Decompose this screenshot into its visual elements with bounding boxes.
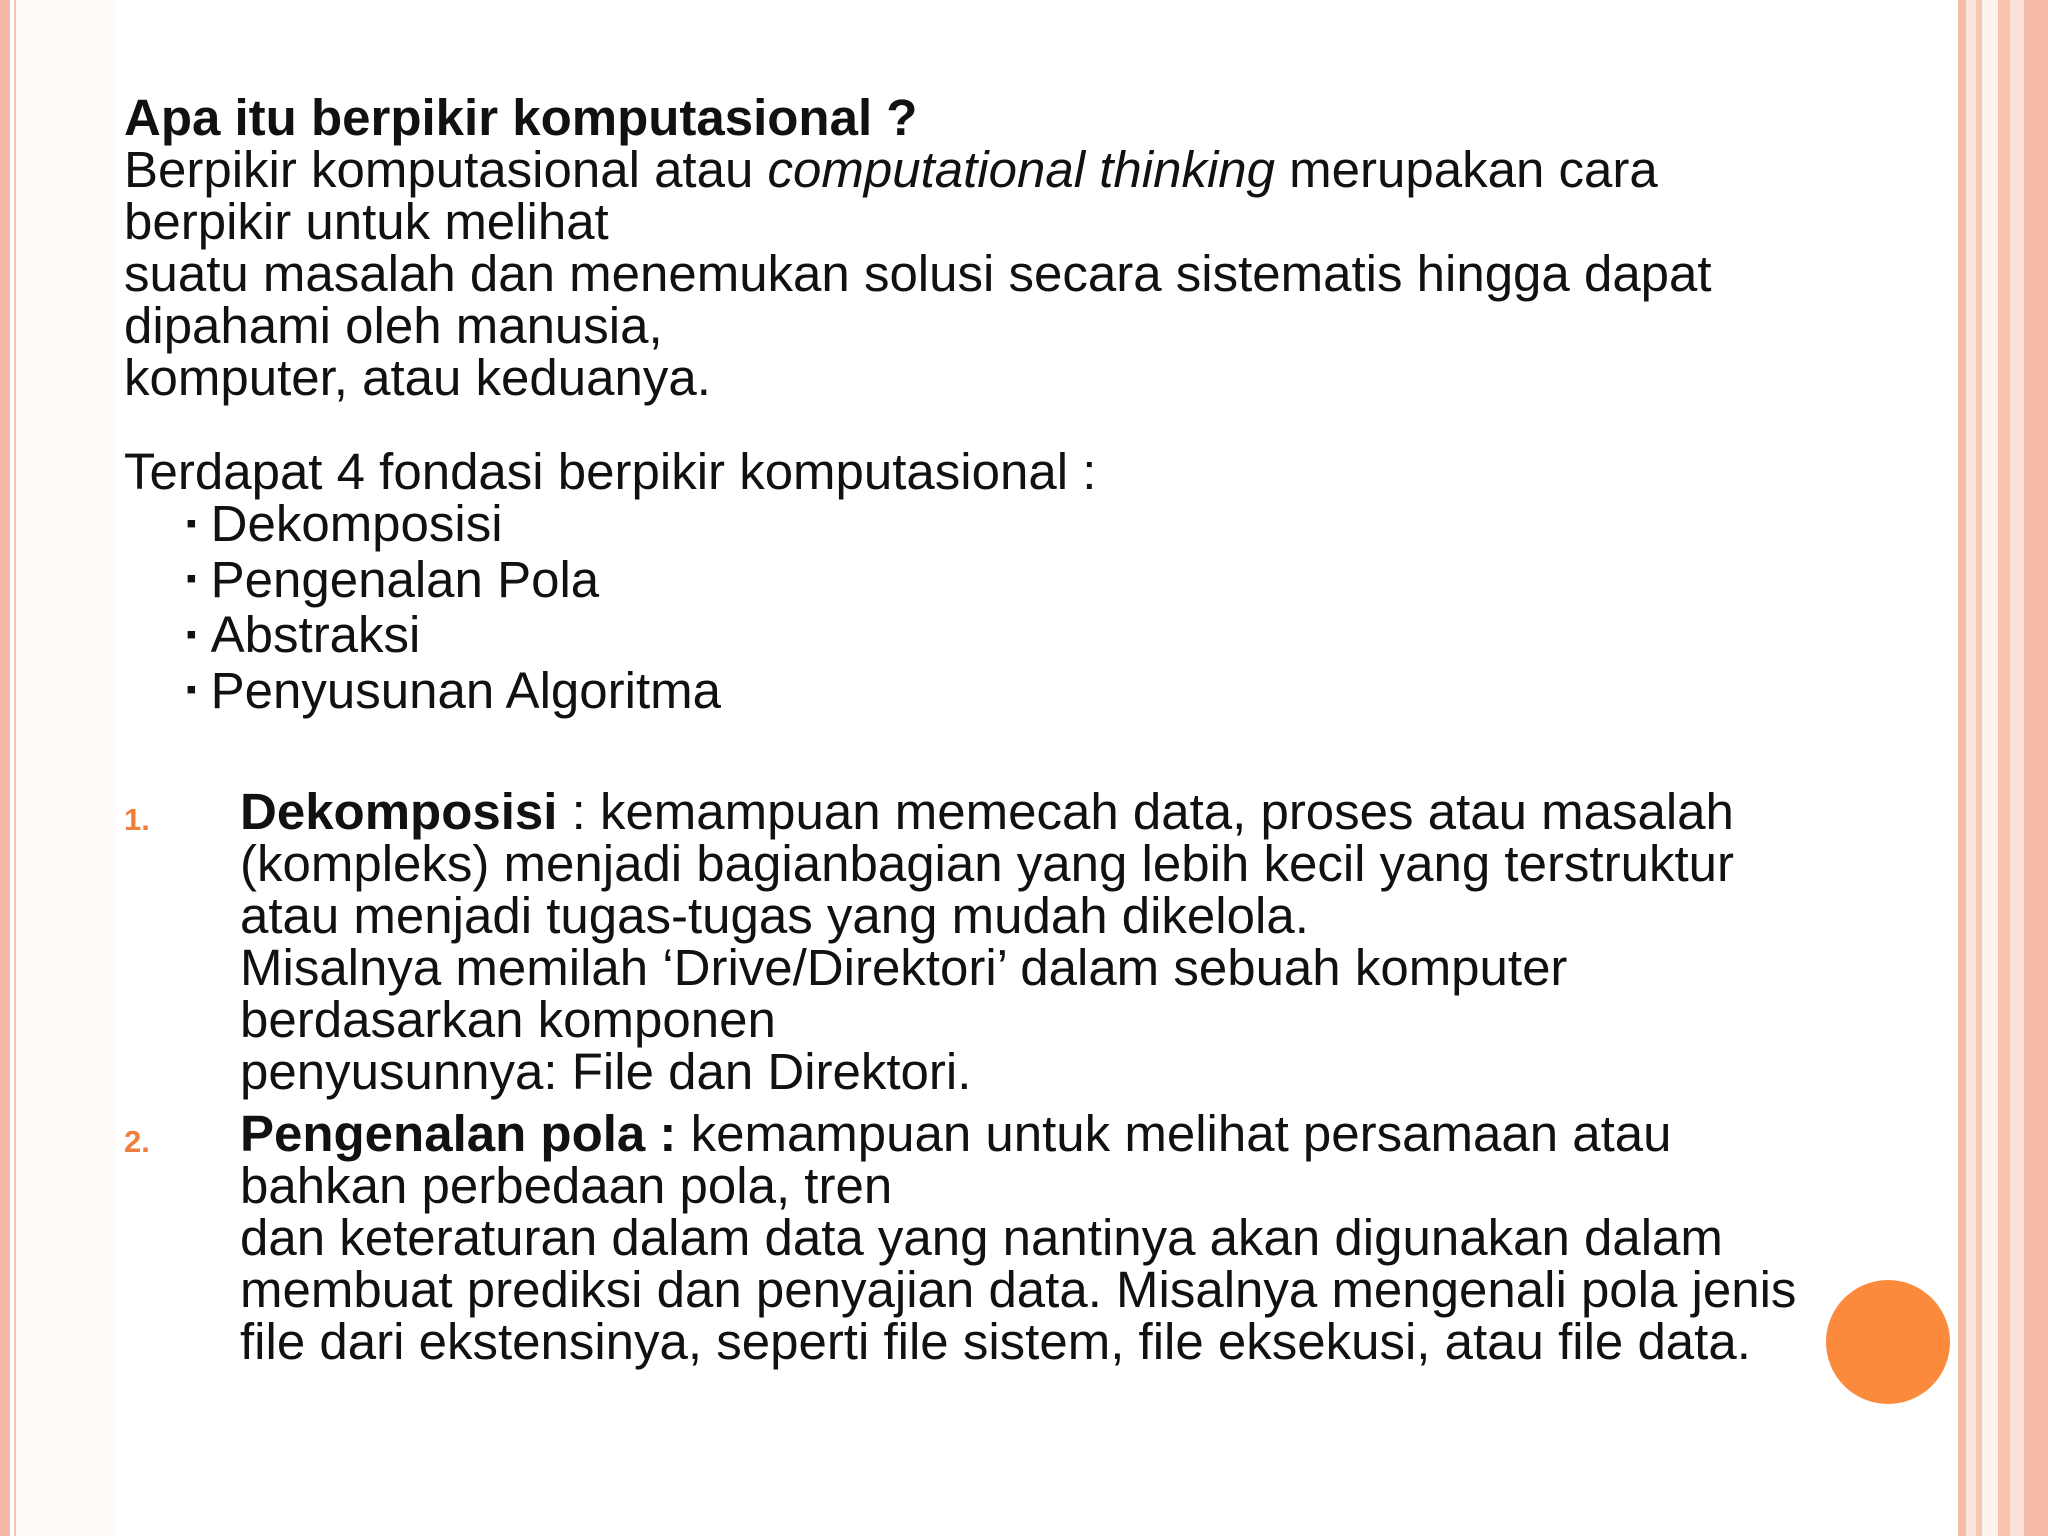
slide-heading: Apa itu berpikir komputasional ?: [124, 89, 918, 146]
list-item: [186, 495, 1944, 554]
bullet-icon: ▪: [186, 562, 197, 596]
numbered-item-line: dan keteraturan dalam data yang nantinya akan digunakan dalam: [240, 1209, 1723, 1267]
numbered-item-line: atau menjadi tugas-tugas yang mudah dikelola.: [240, 887, 1309, 945]
numbered-item-decomposition: [124, 783, 1944, 1101]
numbered-item-line: membuat prediksi dan penyajian data. Misalnya mengenali pola jenis: [240, 1261, 1797, 1319]
right-border-stripe: [2010, 0, 2024, 1536]
foundations-title: Terdapat 4 fondasi berpikir komputasional :: [124, 443, 1097, 500]
right-border-stripe: [1966, 0, 1976, 1536]
numbered-item-text: kemampuan untuk melihat persamaan atau: [676, 1105, 1672, 1163]
list-item: [186, 550, 1944, 610]
numbered-item-text: : kemampuan memecah data, proses atau masalah: [557, 783, 1734, 841]
slide-content: [124, 89, 1944, 1371]
numbered-item-line: berdasarkan komponen: [240, 991, 776, 1049]
intro-text: merupakan cara: [1275, 141, 1658, 198]
intro-line-2: berpikir untuk melihat: [124, 193, 609, 250]
list-item-label: Pengenalan Pola: [210, 550, 600, 608]
number-marker: 1.: [124, 802, 150, 838]
list-item-label: Abstraksi: [210, 606, 421, 664]
intro-text: Berpikir komputasional atau: [124, 141, 768, 198]
right-border-stripe: [1998, 0, 2010, 1536]
orange-circle-decoration: [1826, 1280, 1950, 1404]
intro-italic-term: computational thinking: [767, 141, 1276, 198]
left-margin-fill: [16, 0, 116, 1536]
left-border: [0, 0, 10, 1536]
numbered-item-term: Pengenalan pola :: [240, 1105, 677, 1163]
list-item: [186, 661, 1944, 721]
intro-line-5: komputer, atau keduanya.: [124, 349, 711, 406]
numbered-item-term: Dekomposisi: [240, 783, 558, 841]
numbered-item-line: Misalnya memilah ‘Drive/Direktori’ dalam sebuah komputer: [240, 939, 1568, 997]
intro-line-3: suatu masalah dan menemukan solusi secara sistematis hingga dapat: [124, 245, 1712, 302]
right-border-stripe: [2024, 0, 2048, 1536]
numbered-item-line: file dari ekstensinya, seperti file sistem, file eksekusi, atau file data.: [240, 1313, 1751, 1371]
numbered-item-line: penyusunnya: File dan Direktori.: [240, 1043, 972, 1101]
numbered-item-line: bahkan perbedaan pola, tren: [240, 1157, 893, 1215]
numbered-item-pattern-recognition: [124, 1105, 1944, 1371]
number-marker: 2.: [124, 1124, 150, 1160]
foundations-list: [124, 495, 1944, 720]
bullet-icon: ▪: [186, 673, 197, 707]
list-item: [186, 606, 1944, 665]
right-border-stripe: [1958, 0, 1966, 1536]
bullet-icon: ▪: [186, 617, 197, 651]
numbered-item-line: [240, 1105, 1944, 1163]
list-item-label: Penyusunan Algoritma: [210, 661, 721, 719]
right-border-stripe: [1982, 0, 1998, 1536]
numbered-item-line: [240, 783, 1944, 841]
list-item-label: Dekomposisi: [210, 495, 503, 552]
bullet-icon: ▪: [186, 506, 197, 540]
intro-line-1: [124, 141, 1944, 198]
intro-line-4: dipahami oleh manusia,: [124, 297, 663, 354]
numbered-item-line: (kompleks) menjadi bagianbagian yang lebih kecil yang terstruktur: [240, 835, 1734, 893]
